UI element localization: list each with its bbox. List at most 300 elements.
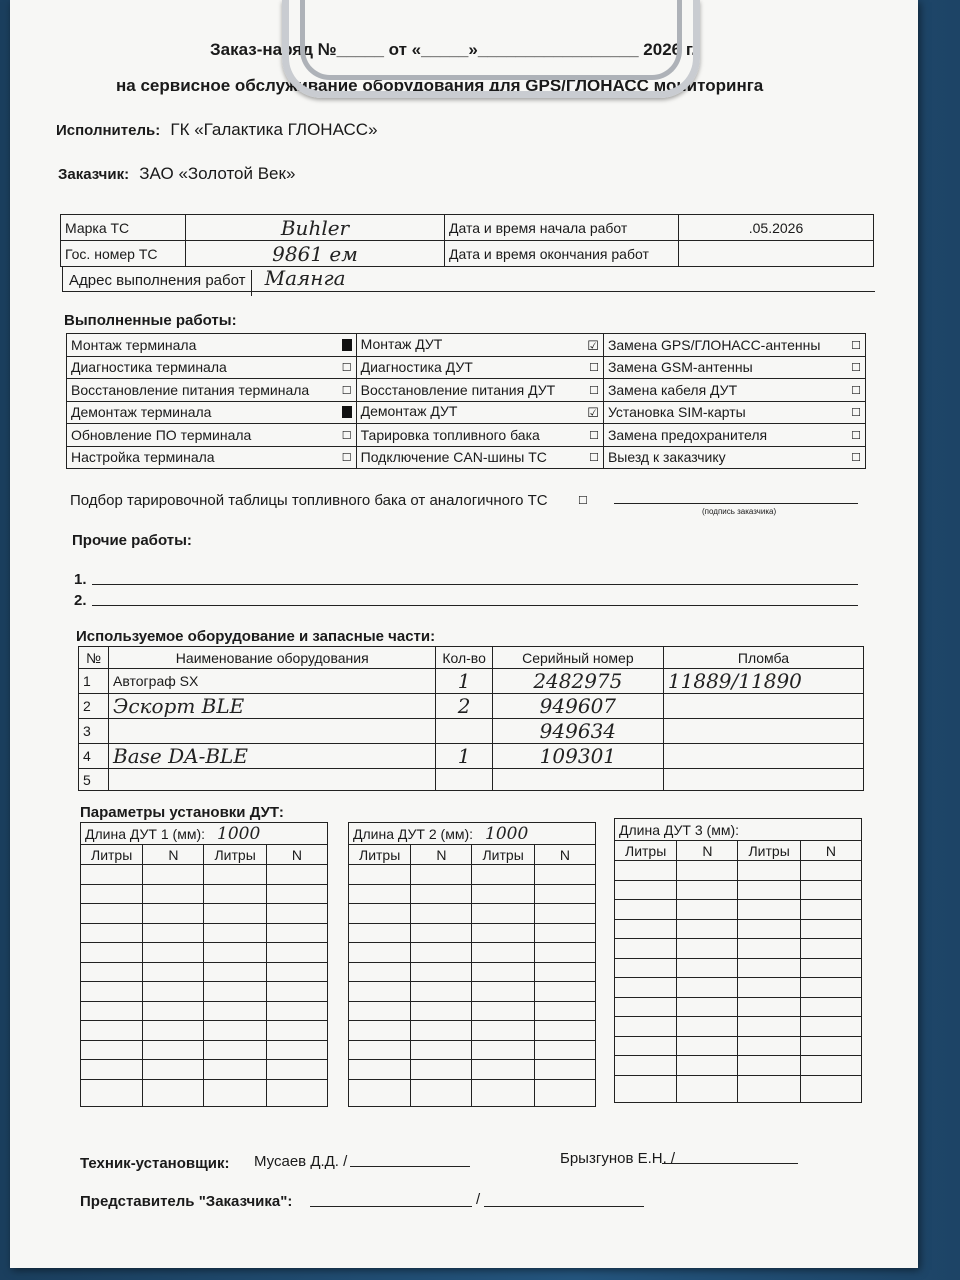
dut-grid-cell[interactable] — [81, 982, 143, 1002]
dut-grid-row — [81, 1001, 328, 1021]
equipment-cell-serial — [492, 719, 663, 744]
dut-grid-row — [615, 1075, 862, 1102]
dut-grid-row — [81, 923, 328, 943]
dut-grid-row — [615, 939, 862, 959]
equipment-cell-n — [79, 744, 109, 769]
dut-grid-cell[interactable] — [800, 1056, 861, 1076]
dut-grid-cell[interactable] — [266, 1079, 327, 1106]
title-line-2: на сервисное обслуживание оборудования для GPS/ГЛОНАСС мониторинга — [116, 76, 764, 95]
dut-grid-cell[interactable] — [738, 880, 800, 900]
work-item — [603, 379, 865, 402]
representative-slash: / — [476, 1191, 481, 1208]
dut-grid-row — [615, 958, 862, 978]
dut-grid-cell[interactable] — [204, 1021, 266, 1041]
dut-grid-cell[interactable] — [738, 861, 800, 881]
address-label: Адрес выполнения работ — [63, 270, 252, 296]
work-item — [603, 334, 865, 357]
dut-grid-cell[interactable] — [266, 1001, 327, 1021]
dut-grid-cell[interactable] — [615, 900, 677, 920]
dut-grid-cell[interactable] — [677, 880, 738, 900]
dut-grid-cell[interactable] — [677, 900, 738, 920]
dut-grid-row — [349, 943, 596, 963]
dut-grid-cell[interactable] — [472, 1079, 534, 1106]
equipment-serial: 109301 — [539, 744, 617, 768]
dut-grid-cell[interactable] — [204, 1001, 266, 1021]
dut-col-header: Литры — [738, 841, 800, 861]
equipment-header-cell: Пломба — [663, 647, 863, 669]
dut-grid-cell[interactable] — [615, 1075, 677, 1102]
dut-col-header: Литры — [81, 845, 143, 865]
dut-grid-cell[interactable] — [266, 884, 327, 904]
dut-length-cell — [81, 823, 328, 845]
checkbox-checked[interactable]: ☑ — [587, 337, 599, 353]
dut-length-label: Длина ДУТ 1 (мм): — [85, 825, 205, 842]
dut-grid-cell[interactable] — [615, 958, 677, 978]
dut-grid-cell[interactable] — [615, 919, 677, 939]
dut-grid-cell[interactable] — [349, 1040, 411, 1060]
dut-grid-cell[interactable] — [411, 943, 472, 963]
checkbox[interactable]: ☐ — [851, 362, 861, 375]
dut-grid-cell[interactable] — [615, 997, 677, 1017]
equipment-header-cell: Серийный номер — [492, 647, 663, 669]
equipment-n: 1 — [83, 673, 91, 689]
dut-grid-cell[interactable] — [738, 997, 800, 1017]
dut-grid-cell[interactable] — [534, 923, 595, 943]
work-item-label: Настройка терминала — [71, 449, 215, 466]
dut-grid-cell[interactable] — [266, 962, 327, 982]
equipment-cell-n — [79, 719, 109, 744]
dut-col-header: Литры — [349, 845, 411, 865]
dut-grid-cell[interactable] — [738, 1075, 800, 1102]
dut-grid-cell[interactable] — [81, 1060, 143, 1080]
other-works-line-1 — [92, 584, 858, 585]
dut-grid-cell[interactable] — [534, 1001, 595, 1021]
start-value: .05.2026 — [679, 215, 874, 241]
dut-grid-row — [615, 861, 862, 881]
works-table — [66, 333, 866, 469]
checkbox[interactable]: ☐ — [851, 384, 861, 397]
equipment-cell-name — [109, 669, 436, 694]
dut-grid-cell[interactable] — [411, 1079, 472, 1106]
checkbox[interactable]: ☐ — [589, 452, 599, 465]
work-item — [67, 356, 357, 379]
dut-grid-cell[interactable] — [677, 958, 738, 978]
dut-grid-cell[interactable] — [143, 884, 204, 904]
dut-grid-cell[interactable] — [204, 904, 266, 924]
dut-grid-cell[interactable] — [411, 884, 472, 904]
dut-title: Параметры установки ДУТ: — [80, 804, 284, 821]
equipment-qty: 1 — [457, 744, 471, 768]
dut-table-2 — [348, 822, 596, 1107]
other-works-line-2 — [92, 605, 858, 606]
equipment-header-cell: Наименование оборудования — [109, 647, 436, 669]
dut-grid-cell[interactable] — [472, 1060, 534, 1080]
dut-col-header: Литры — [472, 845, 534, 865]
dut-grid-cell[interactable] — [143, 982, 204, 1002]
work-item-label: Диагностика ДУТ — [360, 359, 473, 376]
dut-grid-row — [81, 904, 328, 924]
dut-col-header: N — [411, 845, 472, 865]
dut-grid-cell[interactable] — [615, 1017, 677, 1037]
dut-grid-row — [349, 865, 596, 885]
checkbox-checked[interactable]: ☑ — [587, 405, 599, 421]
dut-grid-cell[interactable] — [800, 1036, 861, 1056]
dut-grid-cell[interactable] — [800, 939, 861, 959]
plate-value-cell — [186, 241, 445, 267]
dut-grid-cell[interactable] — [534, 962, 595, 982]
equipment-table — [78, 646, 864, 791]
dut-grid-cell[interactable] — [534, 904, 595, 924]
equipment-row — [79, 669, 864, 694]
dut-grid-cell[interactable] — [143, 1079, 204, 1106]
equipment-serial: 2482975 — [533, 669, 623, 693]
checkbox[interactable]: ☐ — [589, 362, 599, 375]
dut-grid-row — [349, 904, 596, 924]
dut-grid-cell[interactable] — [411, 982, 472, 1002]
dut-grid-cell[interactable] — [472, 1021, 534, 1041]
dut-grid-cell[interactable] — [411, 923, 472, 943]
dut-grid-cell[interactable] — [349, 1001, 411, 1021]
work-item — [356, 446, 603, 469]
dut-grid-cell[interactable] — [143, 904, 204, 924]
equipment-cell-name — [109, 769, 436, 791]
checkbox[interactable]: ☐ — [589, 384, 599, 397]
dut-grid-cell[interactable] — [472, 1001, 534, 1021]
dut-grid-row — [81, 865, 328, 885]
equipment-cell-qty — [436, 769, 492, 791]
dut-grid-cell[interactable] — [81, 962, 143, 982]
dut-grid-cell[interactable] — [677, 997, 738, 1017]
address-row — [62, 266, 875, 292]
dut-grid-cell[interactable] — [411, 1040, 472, 1060]
dut-grid-cell[interactable] — [677, 1056, 738, 1076]
work-item — [603, 356, 865, 379]
other-works-line-2-num: 2. — [74, 592, 87, 609]
dut-grid-cell[interactable] — [204, 982, 266, 1002]
work-item — [356, 356, 603, 379]
work-item — [356, 424, 603, 447]
dut-grid-cell[interactable] — [534, 865, 595, 885]
dut-col-header: Литры — [615, 841, 677, 861]
dut-grid-cell[interactable] — [143, 923, 204, 943]
checkbox[interactable]: ☐ — [341, 384, 352, 397]
work-item-label: Обновление ПО терминала — [71, 426, 252, 443]
dut-grid-cell[interactable] — [81, 904, 143, 924]
dut-grid-cell[interactable] — [81, 1021, 143, 1041]
clipboard-clip-inner — [300, 0, 682, 80]
dut-grid-cell[interactable] — [204, 923, 266, 943]
dut-grid-cell[interactable] — [411, 865, 472, 885]
dut-grid-cell[interactable] — [204, 943, 266, 963]
dut-grid-cell[interactable] — [738, 1017, 800, 1037]
dut-grid-cell[interactable] — [615, 1036, 677, 1056]
dut-grid-cell[interactable] — [534, 943, 595, 963]
checkbox-filled[interactable] — [342, 339, 352, 351]
dut-grid-cell[interactable] — [411, 1021, 472, 1041]
work-item — [603, 446, 865, 469]
dut-grid-cell[interactable] — [349, 982, 411, 1002]
dut-grid-cell[interactable] — [800, 900, 861, 920]
dut-grid-cell[interactable] — [349, 923, 411, 943]
equipment-seal: 11889/11890 — [667, 669, 802, 693]
equipment-cell-qty — [436, 669, 492, 694]
work-item-label: Установка SIM-карты — [607, 404, 746, 421]
checkbox[interactable]: ☐ — [851, 429, 861, 442]
dut-grid-cell[interactable] — [472, 962, 534, 982]
equipment-cell-seal — [663, 719, 863, 744]
dut-grid-cell[interactable] — [266, 943, 327, 963]
dut-col-header: N — [266, 845, 327, 865]
dut-grid-cell[interactable] — [266, 923, 327, 943]
start-label: Дата и время начала работ — [445, 215, 679, 241]
checkbox[interactable]: ☐ — [341, 362, 352, 375]
dut-grid-cell[interactable] — [534, 1079, 595, 1106]
dut-grid-cell[interactable] — [800, 880, 861, 900]
work-item — [67, 379, 357, 402]
equipment-row — [79, 769, 864, 791]
dut-col-header: N — [534, 845, 595, 865]
dut-col-header: N — [143, 845, 204, 865]
plate-value: 9861 ем — [272, 241, 358, 266]
dut-grid-row — [349, 1001, 596, 1021]
work-item — [67, 334, 357, 357]
dut-grid-row — [615, 900, 862, 920]
dut-grid-cell[interactable] — [800, 997, 861, 1017]
dut-grid-cell[interactable] — [143, 1040, 204, 1060]
dut-grid-cell[interactable] — [615, 861, 677, 881]
work-item-label: Восстановление питания терминала — [71, 381, 310, 398]
dut-grid-cell[interactable] — [800, 861, 861, 881]
dut-length-label: Длина ДУТ 2 (мм): — [353, 825, 473, 842]
equipment-serial: 949634 — [539, 719, 617, 743]
dut-grid-cell[interactable] — [143, 1021, 204, 1041]
work-item-label: Монтаж терминала — [71, 336, 197, 353]
dut-grid-cell[interactable] — [738, 1056, 800, 1076]
dut-length-value: 1000 — [485, 823, 529, 844]
dut-grid-row — [81, 884, 328, 904]
dut-col-header: Литры — [204, 845, 266, 865]
work-item-label: Восстановление питания ДУТ — [360, 381, 556, 398]
dut-grid-cell[interactable] — [800, 1017, 861, 1037]
dut-grid-cell[interactable] — [411, 1060, 472, 1080]
equipment-n: 2 — [83, 698, 91, 714]
checkbox[interactable]: ☐ — [851, 407, 861, 420]
dut-grid-cell[interactable] — [738, 958, 800, 978]
dut-grid-cell[interactable] — [204, 884, 266, 904]
equipment-cell-qty — [436, 694, 492, 719]
checkbox[interactable]: ☐ — [851, 452, 861, 465]
work-item-label: Замена предохранителя — [607, 426, 768, 443]
dut-grid-cell[interactable] — [143, 1001, 204, 1021]
representative-line-2 — [484, 1206, 644, 1207]
equipment-cell-name — [109, 744, 436, 769]
equipment-name: Эскорт BLE — [113, 694, 245, 718]
work-item-label: Выезд к заказчику — [607, 449, 726, 466]
dut-grid-cell[interactable] — [266, 865, 327, 885]
dut-grid-cell[interactable] — [143, 962, 204, 982]
dut-grid-cell[interactable] — [677, 1017, 738, 1037]
dut-grid-cell[interactable] — [81, 1001, 143, 1021]
dut-grid-cell[interactable] — [534, 884, 595, 904]
dut-grid-cell[interactable] — [615, 939, 677, 959]
dut-grid-row — [81, 1040, 328, 1060]
equipment-cell-qty — [436, 719, 492, 744]
customer-label: Заказчик: — [58, 166, 130, 183]
dut-grid-cell[interactable] — [143, 1060, 204, 1080]
dut-grid-cell[interactable] — [81, 1040, 143, 1060]
dut-grid-cell[interactable] — [81, 943, 143, 963]
dut-grid-row — [349, 1079, 596, 1106]
dut-grid-cell[interactable] — [738, 939, 800, 959]
dut-grid-cell[interactable] — [800, 919, 861, 939]
checkbox[interactable]: ☐ — [341, 429, 352, 442]
work-item — [67, 446, 357, 469]
checkbox[interactable]: ☐ — [851, 339, 861, 352]
dut-grid-cell[interactable] — [800, 958, 861, 978]
dut-grid-cell[interactable] — [81, 923, 143, 943]
dut-grid-cell[interactable] — [534, 1060, 595, 1080]
dut-grid-cell[interactable] — [472, 884, 534, 904]
installer-2-signature-line — [662, 1163, 798, 1164]
dut-grid-cell[interactable] — [204, 865, 266, 885]
checkbox[interactable]: ☐ — [341, 452, 352, 465]
dut-grid-row — [349, 884, 596, 904]
representative-label: Представитель "Заказчика": — [80, 1193, 293, 1210]
dut-grid-cell[interactable] — [472, 982, 534, 1002]
plate-label: Гос. номер ТС — [61, 241, 186, 267]
equipment-row — [79, 719, 864, 744]
work-item-label: Замена GPS/ГЛОНАСС-антенны — [607, 336, 821, 353]
work-item — [603, 424, 865, 447]
dut-grid-cell[interactable] — [738, 1036, 800, 1056]
dut-grid-cell[interactable] — [349, 904, 411, 924]
equipment-name: Base DA-BLE — [113, 744, 248, 768]
checkbox-filled[interactable] — [342, 406, 352, 418]
dut-grid-cell[interactable] — [677, 919, 738, 939]
customer-value: ЗАО «Золотой Век» — [139, 164, 296, 183]
dut-grid-cell[interactable] — [677, 939, 738, 959]
work-item — [356, 379, 603, 402]
dut-grid-cell[interactable] — [349, 884, 411, 904]
dut-grid-cell[interactable] — [349, 962, 411, 982]
dut-grid-cell[interactable] — [266, 982, 327, 1002]
calibration-checkbox[interactable]: ☐ — [578, 495, 588, 507]
equipment-cell-seal — [663, 769, 863, 791]
dut-grid-cell[interactable] — [472, 904, 534, 924]
dut-grid-cell[interactable] — [411, 904, 472, 924]
dut-table-1 — [80, 822, 328, 1107]
dut-grid-row — [81, 962, 328, 982]
dut-grid-cell[interactable] — [81, 884, 143, 904]
dut-grid-cell[interactable] — [349, 865, 411, 885]
dut-grid-cell[interactable] — [534, 1021, 595, 1041]
equipment-serial: 949607 — [539, 694, 617, 718]
dut-grid-cell[interactable] — [800, 1075, 861, 1102]
work-item — [67, 424, 357, 447]
dut-grid-cell[interactable] — [534, 1040, 595, 1060]
installer-1-signature-line — [350, 1166, 470, 1167]
executor-value: ГК «Галактика ГЛОНАСС» — [170, 120, 378, 139]
dut-grid-cell[interactable] — [738, 919, 800, 939]
dut-grid-cell[interactable] — [204, 1060, 266, 1080]
equipment-title: Используемое оборудование и запасные части: — [76, 628, 436, 645]
equipment-header-cell: Кол-во — [436, 647, 492, 669]
checkbox[interactable]: ☐ — [589, 429, 599, 442]
other-works-title: Прочие работы: — [72, 532, 192, 549]
dut-grid-cell[interactable] — [81, 865, 143, 885]
vehicle-table — [60, 214, 874, 267]
calibration-text: Подбор тарировочной таблицы топливного бака от аналогичного ТС — [70, 492, 548, 509]
equipment-cell-serial — [492, 769, 663, 791]
dut-grid-cell[interactable] — [266, 904, 327, 924]
dut-grid-cell[interactable] — [738, 900, 800, 920]
dut-grid-cell[interactable] — [677, 1036, 738, 1056]
dut-grid-cell[interactable] — [677, 861, 738, 881]
equipment-cell-seal — [663, 669, 863, 694]
dut-grid-cell[interactable] — [349, 1079, 411, 1106]
dut-grid-cell[interactable] — [615, 1056, 677, 1076]
equipment-cell-serial — [492, 669, 663, 694]
dut-grid-row — [349, 1060, 596, 1080]
dut-grid-cell[interactable] — [472, 923, 534, 943]
dut-grid-cell[interactable] — [677, 978, 738, 998]
dut-grid-cell[interactable] — [204, 962, 266, 982]
dut-grid-cell[interactable] — [143, 865, 204, 885]
work-item-label: Замена GSM-антенны — [607, 359, 753, 376]
equipment-header-cell: № — [79, 647, 109, 669]
dut-grid-cell[interactable] — [738, 978, 800, 998]
dut-grid-cell[interactable] — [266, 1060, 327, 1080]
equipment-n: 3 — [83, 723, 91, 739]
work-item — [356, 401, 603, 424]
dut-grid-row — [81, 1060, 328, 1080]
dut-grid-cell[interactable] — [204, 1040, 266, 1060]
dut-grid-cell[interactable] — [472, 1040, 534, 1060]
dut-grid-cell[interactable] — [615, 880, 677, 900]
equipment-cell-qty — [436, 744, 492, 769]
dut-grid-row — [81, 943, 328, 963]
dut-grid-row — [349, 1021, 596, 1041]
brand-value-cell — [186, 215, 445, 241]
equipment-cell-name — [109, 694, 436, 719]
dut-grid-cell[interactable] — [349, 1060, 411, 1080]
executor-label: Исполнитель: — [56, 122, 161, 139]
dut-length-label: Длина ДУТ 3 (мм): — [619, 821, 739, 838]
dut-grid-cell[interactable] — [143, 943, 204, 963]
dut-grid-cell[interactable] — [615, 978, 677, 998]
dut-grid-cell[interactable] — [534, 982, 595, 1002]
executor-row — [56, 120, 378, 140]
dut-grid-cell[interactable] — [204, 1079, 266, 1106]
equipment-n: 4 — [83, 748, 91, 764]
dut-grid-cell[interactable] — [266, 1040, 327, 1060]
dut-grid-cell[interactable] — [472, 943, 534, 963]
dut-grid-cell[interactable] — [677, 1075, 738, 1102]
equipment-cell-serial — [492, 744, 663, 769]
dut-grid-cell[interactable] — [349, 943, 411, 963]
dut-grid-cell[interactable] — [411, 962, 472, 982]
dut-grid-cell[interactable] — [266, 1021, 327, 1041]
equipment-cell-n — [79, 669, 109, 694]
dut-grid-cell[interactable] — [800, 978, 861, 998]
dut-grid-cell[interactable] — [411, 1001, 472, 1021]
dut-grid-cell[interactable] — [472, 865, 534, 885]
dut-grid-cell[interactable] — [349, 1021, 411, 1041]
end-label: Дата и время окончания работ — [445, 241, 679, 267]
dut-table-3 — [614, 818, 862, 1103]
dut-grid-cell[interactable] — [81, 1079, 143, 1106]
representative-line-1 — [310, 1206, 472, 1207]
